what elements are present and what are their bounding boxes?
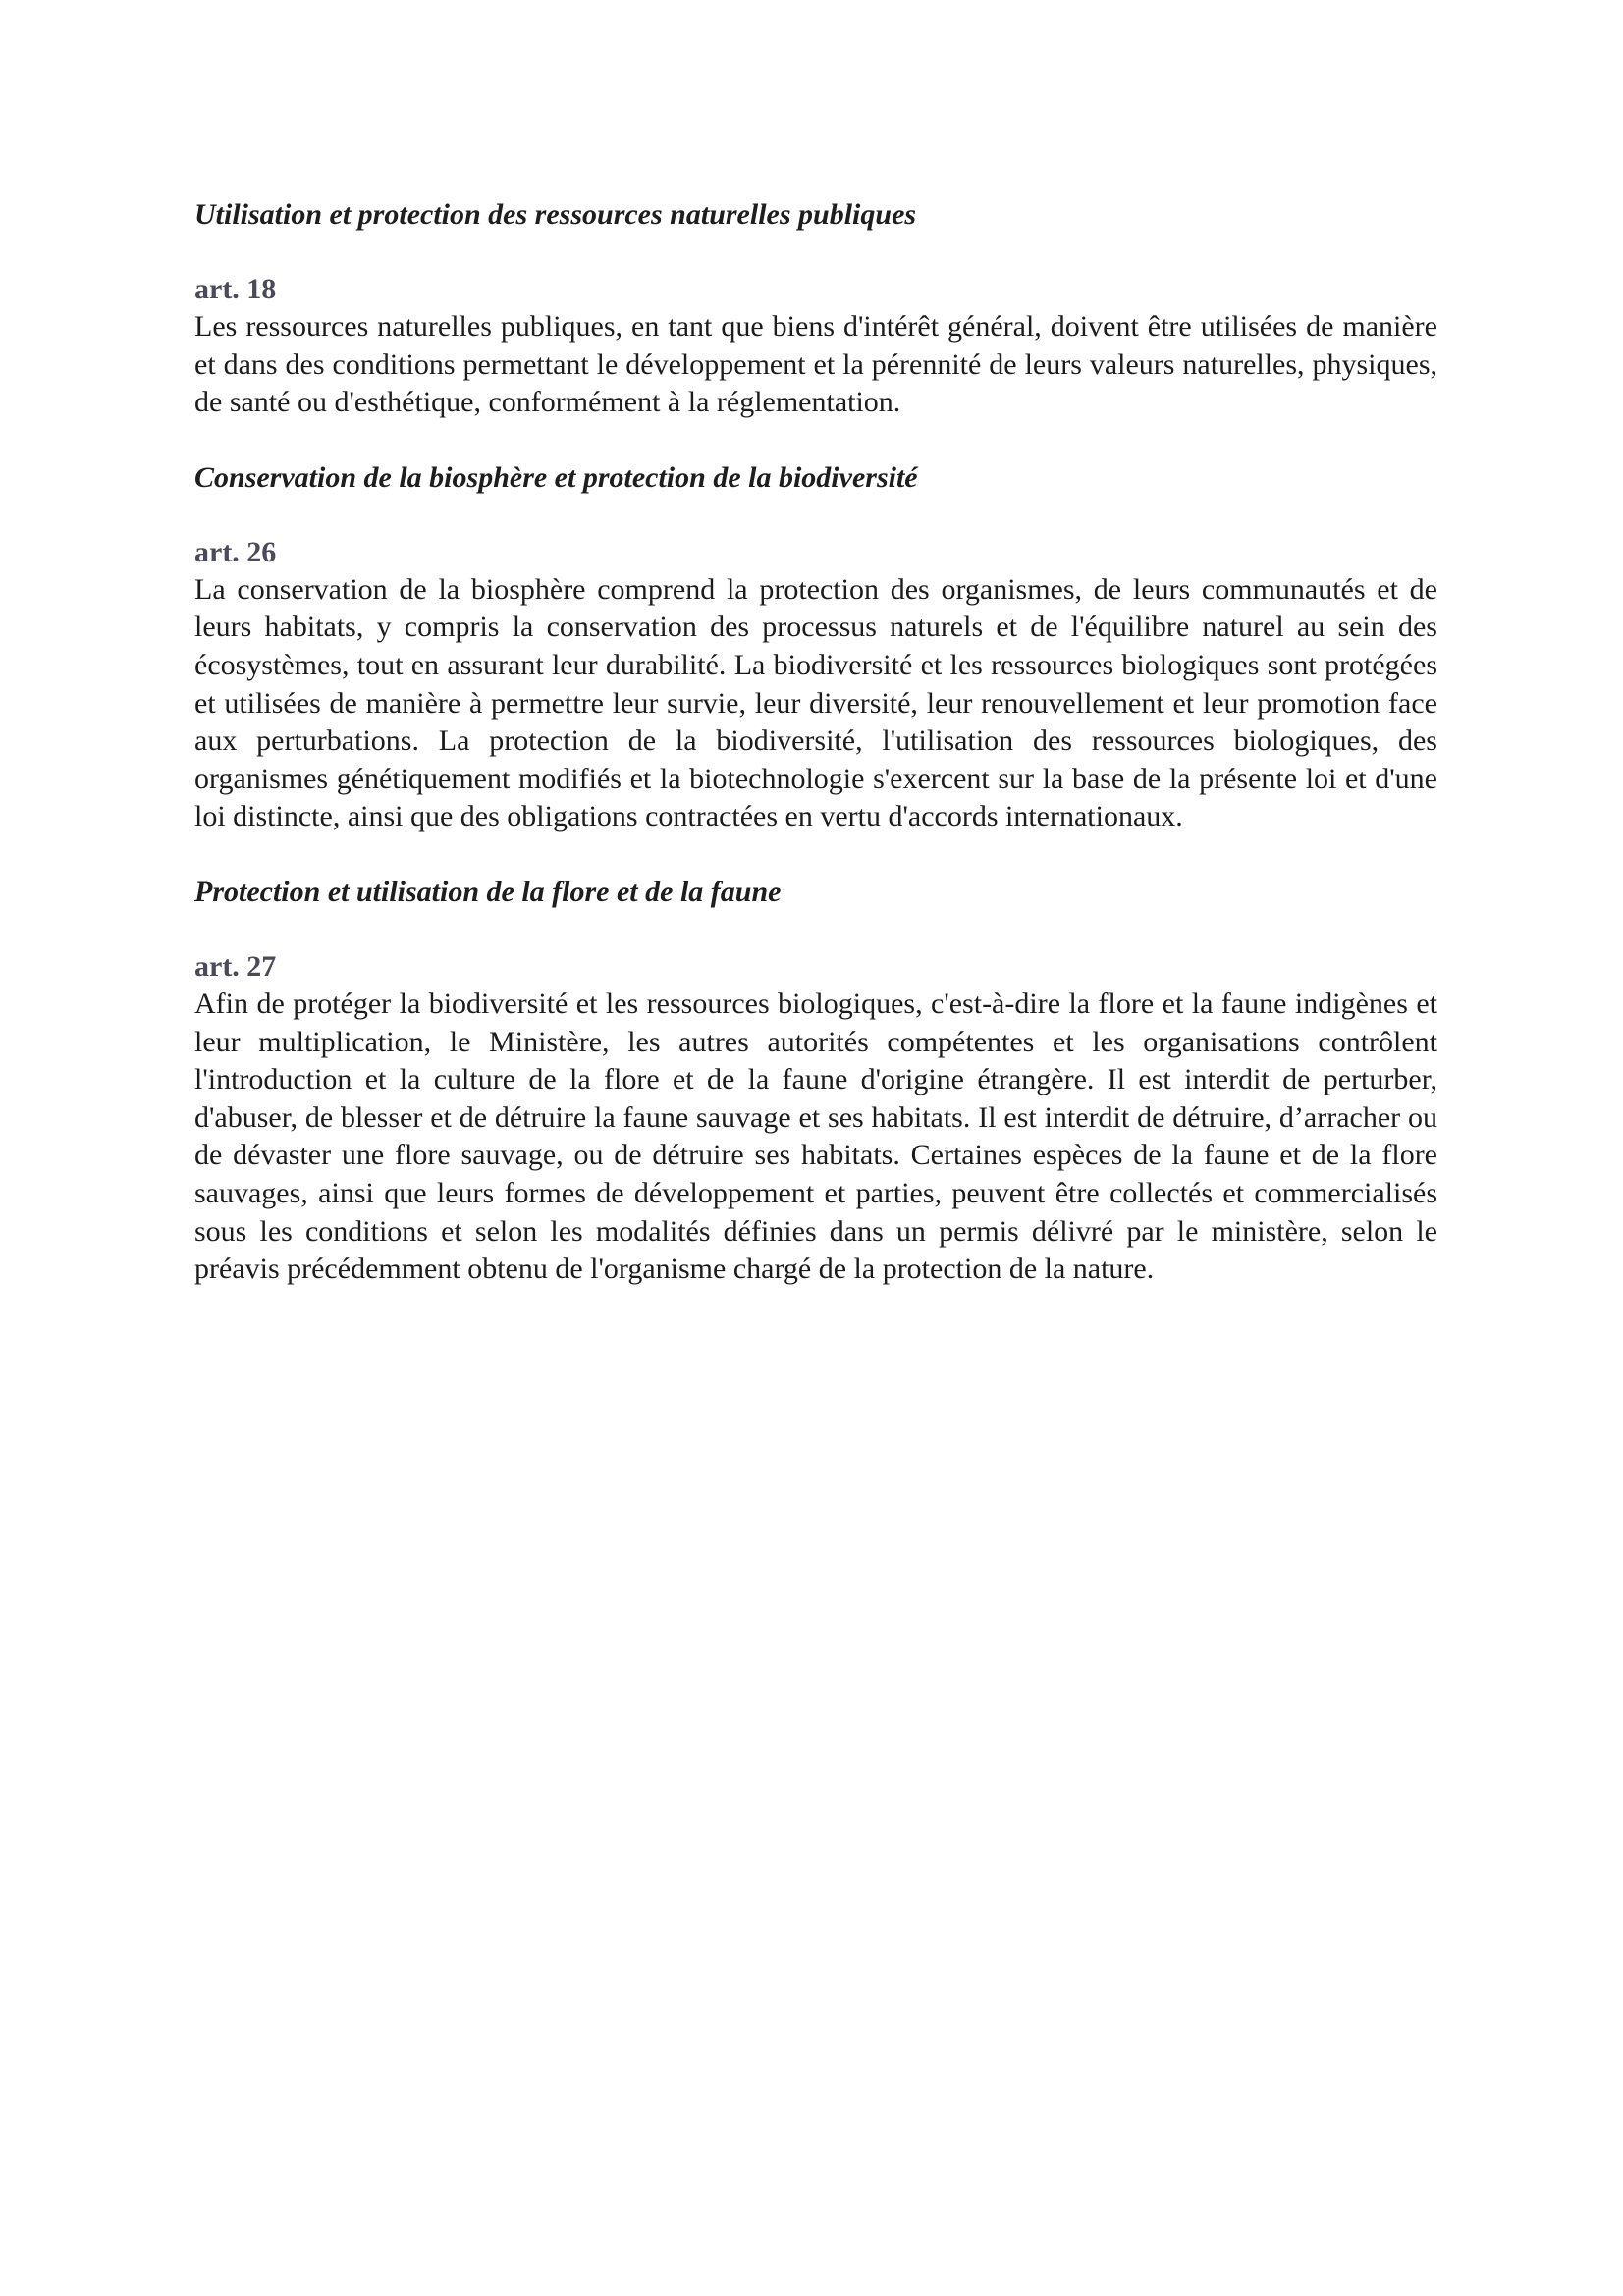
article: [194, 271, 1437, 422]
section-heading: Conservation de la biosphère et protection de la biodiversité: [194, 460, 918, 494]
article-number: art. 27: [194, 949, 277, 983]
section-art-27: [194, 874, 1437, 1289]
article-number: art. 26: [194, 535, 277, 568]
article-body: Afin de protéger la biodiversité et les ressources biologiques, c'est-à-dire la flore et la faune indigènes et leur multiplication, le Ministère, les autres autorités compétentes et les organisations contrôlent l'introduction et la culture de la flore et de la faune d'origine étrangère. Il est interdit de perturber, d'abuser, de blesser et de détruire la faune sauvage et ses habitats. Il est interdit de détruire, d’arracher ou de dévaster une flore sauvage, ou de détruire ses habitats. Certaines espèces de la faune et de la flore sauvages, ainsi que leurs formes de développement et parties, peuvent être collectés et commercialisés sous les conditions et selon les modalités définies dans un permis délivré par le ministère, selon le préavis précédemment obtenu de l'organisme chargé de la protection de la nature.: [194, 987, 1437, 1286]
section-heading: Protection et utilisation de la flore et de la faune: [194, 875, 782, 908]
article-number: art. 18: [194, 273, 277, 305]
section-heading: Utilisation et protection des ressources naturelles publiques: [194, 198, 917, 231]
document-page: [194, 196, 1437, 1326]
article: [194, 948, 1437, 1289]
article-body: Les ressources naturelles publiques, en tant que biens d'intérêt général, doivent être utilisées de manière et dans des conditions permettant le développement et la pérennité de leurs valeurs naturelles, physiques, de santé ou d'esthétique, conformément à la réglementation.: [194, 310, 1437, 419]
article: [194, 534, 1437, 836]
article-body: La conservation de la biosphère comprend la protection des organismes, de leurs communautés et de leurs habitats, y compris la conservation des processus naturels et de l'équilibre naturel au sein des écosystèmes, tout en assurant leur durabilité. La biodiversité et les ressources biologiques sont protégées et utilisées de manière à permettre leur survie, leur diversité, leur renouvellement et leur promotion face aux perturbations. La protection de la biodiversité, l'utilisation des ressources biologiques, des organismes génétiquement modifiés et la biotechnologie s'exercent sur la base de la présente loi et d'une loi distincte, ainsi que des obligations contractées en vertu d'accords internationaux.: [194, 572, 1437, 833]
section-art-26: [194, 459, 1437, 836]
section-art-18: [194, 196, 1437, 422]
